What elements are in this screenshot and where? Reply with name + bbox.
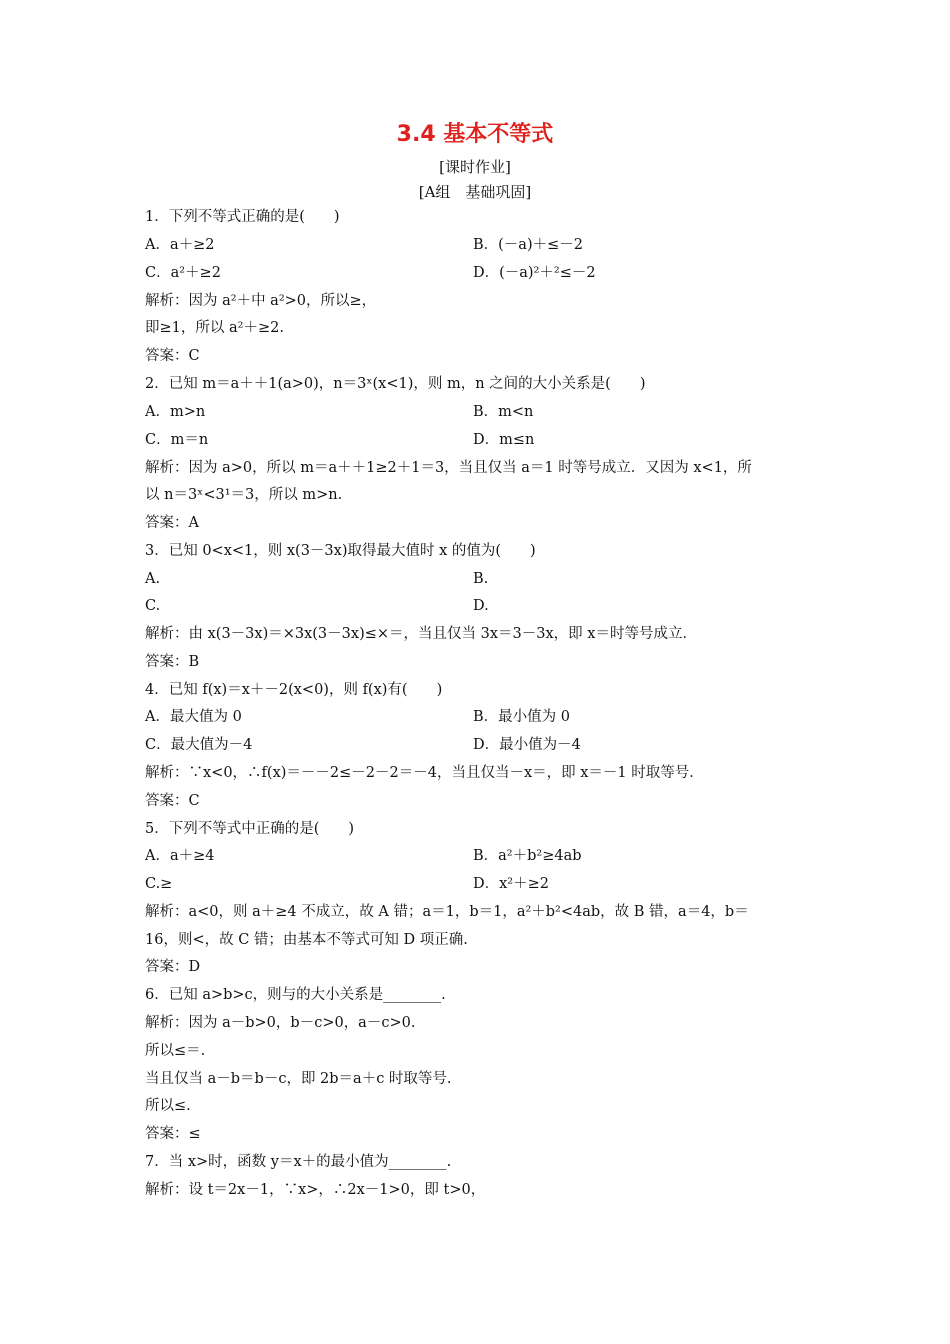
option-a: A．m>n — [145, 404, 206, 420]
question-6: 6．已知 a>b>c，则与的大小关系是________. — [145, 987, 446, 1003]
solution-line: 解析：∵x<0，∴f(x)＝－－2≤－2－2＝－4，当且仅当－x＝，即 x＝－1 时取等号． — [145, 765, 704, 781]
option-a: A．最大值为 0 — [145, 709, 242, 725]
answer-line: 答案：A — [145, 515, 199, 531]
answer-line: 答案：≤ — [145, 1126, 201, 1142]
option-b: B．(－a)＋≤－2 — [473, 237, 583, 253]
option-d: D．m≤n — [473, 432, 535, 448]
option-c: C．a²＋≥2 — [145, 265, 221, 281]
option-d: D．最小值为－4 — [473, 737, 581, 753]
answer-line: 答案：D — [145, 959, 201, 975]
question-3: 3．已知 0<x<1，则 x(3－3x)取得最大值时 x 的值为( ) — [145, 543, 536, 559]
solution-line: 16，则<，故 C 错；由基本不等式可知 D 项正确. — [145, 932, 468, 948]
group-heading: [A组 基础巩固] — [418, 183, 532, 201]
option-c: C．m＝n — [145, 432, 209, 448]
option-d: D. — [473, 598, 489, 614]
option-b: B．最小值为 0 — [473, 709, 570, 725]
answer-line: 答案：C — [145, 348, 200, 364]
solution-line: 所以≤＝. — [145, 1043, 206, 1059]
solution-line: 以 n＝3ˣ<3¹＝3，所以 m>n. — [145, 487, 343, 503]
option-d: D．(－a)²＋²≤－2 — [473, 265, 596, 281]
option-b: B．a²＋b²≥4ab — [473, 848, 582, 864]
solution-line: 解析：设 t＝2x－1，∵x>，∴2x－1>0，即 t>0， — [145, 1182, 486, 1198]
solution-line: 解析：a<0，则 a＋≥4 不成立，故 A 错；a＝1，b＝1，a²＋b²<4ab，故 B 错，a＝4，b＝ — [145, 904, 749, 920]
page-title: 3.4 基本不等式 — [396, 122, 554, 147]
question-5: 5．下列不等式中正确的是( ) — [145, 821, 355, 837]
answer-line: 答案：C — [145, 793, 200, 809]
option-a: A．a＋≥2 — [145, 237, 215, 253]
option-d: D．x²＋≥2 — [473, 876, 549, 892]
solution-line: 解析：由 x(3－3x)＝×3x(3－3x)≤×＝，当且仅当 3x＝3－3x，即 x＝时等号成立． — [145, 626, 697, 642]
solution-line: 解析：因为 a²＋中 a²>0，所以≥， — [145, 293, 377, 309]
option-c: C．最大值为－4 — [145, 737, 253, 753]
question-4: 4．已知 f(x)＝x＋－2(x<0)，则 f(x)有( ) — [145, 682, 443, 698]
solution-line: 即≥1，所以 a²＋≥2. — [145, 320, 284, 336]
answer-line: 答案：B — [145, 654, 200, 670]
solution-line: 所以≤. — [145, 1098, 191, 1114]
option-a: A．a＋≥4 — [145, 848, 215, 864]
page-subtitle: [课时作业] — [439, 158, 511, 176]
option-b: B．m<n — [473, 404, 534, 420]
option-c: C.≥ — [145, 876, 173, 892]
question-7: 7．当 x>时，函数 y＝x＋的最小值为________. — [145, 1154, 452, 1170]
question-2: 2．已知 m＝a＋＋1(a>0)，n＝3ˣ(x<1)，则 m，n 之间的大小关系是( ) — [145, 376, 646, 392]
option-b: B. — [473, 571, 489, 587]
solution-line: 解析：因为 a－b>0，b－c>0，a－c>0. — [145, 1015, 416, 1031]
option-c: C. — [145, 598, 161, 614]
solution-line: 当且仅当 a－b＝b－c，即 2b＝a＋c 时取等号. — [145, 1071, 452, 1087]
solution-line: 解析：因为 a>0，所以 m＝a＋＋1≥2＋1＝3，当且仅当 a＝1 时等号成立．又因为 x<1，所 — [145, 460, 752, 476]
option-a: A. — [145, 571, 161, 587]
question-1: 1．下列不等式正确的是( ) — [145, 209, 340, 225]
